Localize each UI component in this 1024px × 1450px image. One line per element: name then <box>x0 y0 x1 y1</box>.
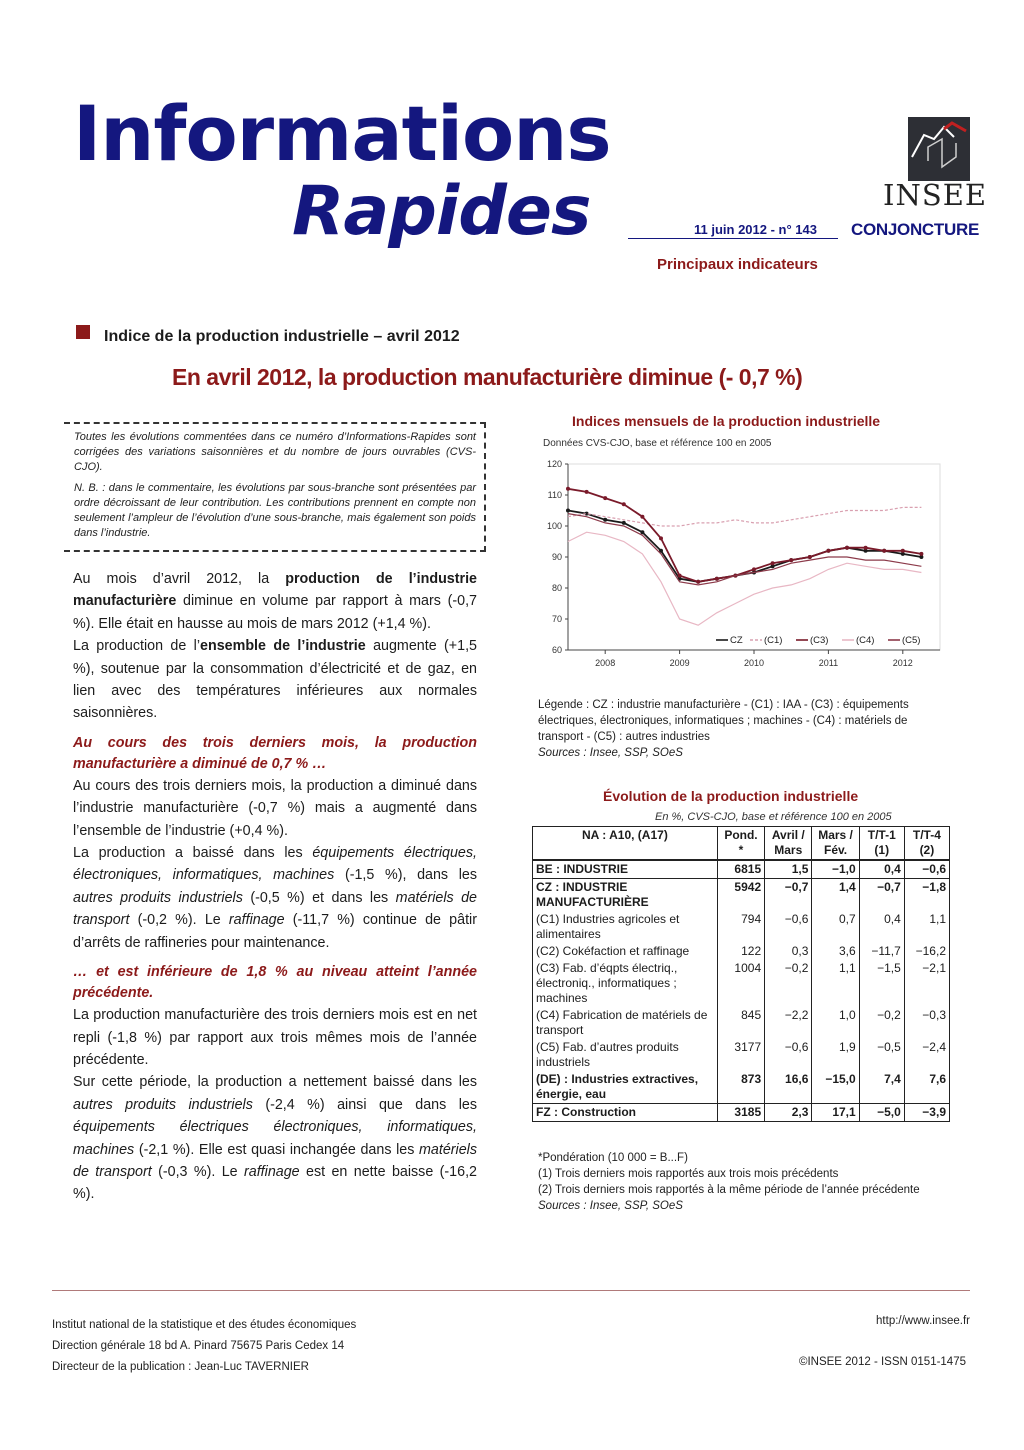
table-title: Évolution de la production industrielle <box>603 788 859 804</box>
y-tick-label: 80 <box>551 583 562 593</box>
chart-subtitle: Données CVS-CJO, base et référence 100 en 2005 <box>543 438 772 449</box>
table-cell: 7,4 <box>859 1071 904 1104</box>
table-cell: −3,9 <box>904 1104 949 1122</box>
table-row <box>533 943 950 960</box>
table-cell: −16,2 <box>904 943 949 960</box>
table-cell: 6815 <box>717 860 764 879</box>
chart-legend-note <box>538 697 948 761</box>
series-point <box>771 561 775 565</box>
series-point <box>640 530 644 534</box>
y-tick-label: 90 <box>551 552 562 562</box>
series-line-cz <box>568 511 921 582</box>
series-point <box>826 549 830 553</box>
table-cell: −1,8 <box>904 879 949 912</box>
table-note: (1) Trois derniers mois rapportés aux trois mois précédents <box>538 1168 839 1180</box>
insee-logo-text: INSEE <box>883 178 988 212</box>
footer-line: Directeur de la publication : Jean-Luc TAVERNIER <box>52 1361 309 1373</box>
series-point <box>808 555 812 559</box>
table-cell: 1,0 <box>812 1007 859 1039</box>
masthead-subtitle: Rapides <box>292 172 591 251</box>
series-point <box>882 549 886 553</box>
table-cell: −0,7 <box>859 879 904 912</box>
footer-copyright: ©INSEE 2012 - ISSN 0151-1475 <box>798 1356 966 1368</box>
note-paragraph: N. B. : dans le commentaire, les évolutions par sous-branche sont présentées par ordre décroissant de leur contribution. Les contributions prennent en compte non seulement l’ampleur de l’évolution d’une sous-branche, mais également son poids dans l’industrie. <box>74 482 476 539</box>
series-point <box>845 546 849 550</box>
table-sources: Sources : Insee, SSP, SOeS <box>538 1200 683 1212</box>
table-cell: 16,6 <box>765 1071 812 1104</box>
footer-line: Institut national de la statistique et des études économiques <box>52 1319 357 1331</box>
series-point <box>585 490 589 494</box>
y-tick-label: 70 <box>551 614 562 624</box>
body-paragraph: La production de l’ensemble de l’industrie augmente (+1,5 %), soutenue par la consommation d’électricité et de gaz, en lien avec des températures inférieures aux normales saisonnières. <box>73 638 477 722</box>
category-label: CONJONCTURE <box>851 220 979 239</box>
table-cell: 2,3 <box>765 1104 812 1122</box>
note-paragraph: Toutes les évolutions commentées dans ce numéro d’Informations-Rapides sont corrigées des variations saisonnières et du nombre de jours ouvrables (CVS-CJO). <box>74 431 476 473</box>
table-cell: (C5) Fab. d’autres produits industriels <box>533 1039 718 1071</box>
table-cell: (C3) Fab. d’éqpts électriq., électroniq., informatiques ; machines <box>533 960 718 1007</box>
table-row <box>533 860 950 879</box>
table-cell: 0,7 <box>812 911 859 943</box>
series-line-c5 <box>568 514 921 585</box>
table-cell: 794 <box>717 911 764 943</box>
subheading: … et est inférieure de 1,8 % au niveau atteint l’année précédente. <box>73 964 477 1002</box>
table-cell: 0,4 <box>859 911 904 943</box>
table-cell: 1,1 <box>904 911 949 943</box>
masthead-title: Informations <box>73 89 611 178</box>
table-cell: 1,1 <box>812 960 859 1007</box>
series-point <box>678 574 682 578</box>
body-paragraph: La production a baissé dans les équipements électriques, électroniques, informatiques, machines (-1,5 %), dans les autres produits industriels (-0,5 %) et dans les matériels de transport (-0,2 %). Le raffinage (-11,7 %) continue de pâtir d’arrêts de raffineries pour maintenance. <box>73 845 478 951</box>
table-cell: 3,6 <box>812 943 859 960</box>
header-rule <box>628 238 838 239</box>
legend-label: CZ <box>730 635 743 646</box>
body-paragraph: La production manufacturière des trois derniers mois est en net repli (-1,8 %) par rapport aux trois mêmes mois de l’année précédente. <box>73 1007 477 1068</box>
table-cell: FZ : Construction <box>533 1104 718 1122</box>
series-point <box>659 536 663 540</box>
table-cell: −0,2 <box>859 1007 904 1039</box>
table-cell: −5,0 <box>859 1104 904 1122</box>
table-row <box>533 879 950 912</box>
table-header-cell: Avril / Mars <box>765 827 812 861</box>
table-cell: −2,1 <box>904 960 949 1007</box>
table-cell: (C4) Fabrication de matériels de transport <box>533 1007 718 1039</box>
table-cell: BE : INDUSTRIE <box>533 860 718 879</box>
y-tick-label: 100 <box>546 521 562 531</box>
table-cell: 1,9 <box>812 1039 859 1071</box>
footer-line: Direction générale 18 bd A. Pinard 75675 Paris Cedex 14 <box>52 1340 345 1352</box>
series-point <box>640 515 644 519</box>
table-header-cell: T/T-1 (1) <box>859 827 904 861</box>
table-row <box>533 1039 950 1071</box>
legend-label: (C4) <box>856 635 875 646</box>
series-point <box>603 518 607 522</box>
chart-title: Indices mensuels de la production industrielle <box>572 413 881 429</box>
table-cell: −1,5 <box>859 960 904 1007</box>
y-tick-label: 120 <box>546 459 562 469</box>
table-cell: 845 <box>717 1007 764 1039</box>
series-line-c3 <box>568 489 921 582</box>
table-cell: 1004 <box>717 960 764 1007</box>
chart-sources: Sources : Insee, SSP, SOeS <box>538 747 683 759</box>
table-cell: 1,5 <box>765 860 812 879</box>
body-column <box>73 568 477 1206</box>
table-cell: 3185 <box>717 1104 764 1122</box>
x-tick-label: 2012 <box>892 658 913 668</box>
body-paragraph: Sur cette période, la production a nettement baissé dans les autres produits industriels (-2,4 %) ainsi que dans les équipements électriques électroniques, informatiques, machines (-2,1 %). Elle est quasi inchangée dans les matériels de transport (-0,3 %). Le raffinage est en nette baisse (-16,2 %). <box>73 1074 478 1203</box>
footer-rule <box>52 1290 970 1291</box>
table-cell: 0,4 <box>859 860 904 879</box>
series-point <box>901 549 905 553</box>
table-cell: (DE) : Industries extractives, énergie, eau <box>533 1071 718 1104</box>
table-cell: 5942 <box>717 879 764 912</box>
chart-legend-text: Légende : CZ : industrie manufacturière - (C1) : IAA - (C3) : équipements électriques, électroniques, informatiques ; machines - (C4) : matériels de transport - (C5) : autres industries <box>538 699 909 743</box>
table-notes <box>538 1150 948 1214</box>
body-paragraph: Au cours des trois derniers mois, la production a diminué dans l’industrie manufacturière (-0,7 %) mais a augmenté dans l’ensemble de l’industrie (+0,4 %). <box>73 777 477 839</box>
table-cell: −0,7 <box>765 879 812 912</box>
table-header-cell: NA : A10, (A17) <box>533 827 718 861</box>
series-point <box>864 546 868 550</box>
plot-area <box>568 464 940 650</box>
section-marker-icon <box>76 325 90 339</box>
table-cell: −0,6 <box>765 911 812 943</box>
series-point <box>789 558 793 562</box>
series-point <box>752 567 756 571</box>
x-tick-label: 2010 <box>743 658 765 668</box>
table-cell: 3177 <box>717 1039 764 1071</box>
section-title: Indice de la production industrielle – avril 2012 <box>104 328 460 345</box>
table-note: (2) Trois derniers mois rapportés à la même période de l’année précédente <box>538 1184 920 1196</box>
production-index-chart <box>530 452 950 677</box>
y-tick-label: 110 <box>547 490 562 500</box>
legend-label: (C3) <box>810 635 829 646</box>
subheading: Au cours des trois derniers mois, la production manufacturière a diminué de 0,7 % … <box>73 734 477 772</box>
issue-date: 11 juin 2012 - n° 143 <box>694 222 817 237</box>
x-tick-label: 2009 <box>669 658 690 668</box>
table-row <box>533 1104 950 1122</box>
methodology-note-box <box>64 422 486 552</box>
table-cell: CZ : INDUSTRIE MANUFACTURIÈRE <box>533 879 718 912</box>
series-line-c4 <box>568 532 921 625</box>
table-header-cell: Mars / Fév. <box>812 827 859 861</box>
table-cell: −0,6 <box>904 860 949 879</box>
table-cell: −0,6 <box>765 1039 812 1071</box>
series-point <box>919 552 923 556</box>
series-point <box>566 487 570 491</box>
table-cell: (C2) Cokéfaction et raffinage <box>533 943 718 960</box>
table-row <box>533 911 950 943</box>
table-cell: −0,3 <box>904 1007 949 1039</box>
footer-address <box>52 1315 356 1378</box>
table-row <box>533 1007 950 1039</box>
table-cell: −2,2 <box>765 1007 812 1039</box>
table-cell: −11,7 <box>859 943 904 960</box>
main-headline: En avril 2012, la production manufacturière diminue (- 0,7 %) <box>172 364 803 390</box>
table-cell: −15,0 <box>812 1071 859 1104</box>
body-paragraph: Au mois d’avril 2012, la production de l’industrie manufacturière diminue en volume par rapport à mars (-0,7 %). Elle était en hausse au mois de mars 2012 (+1,4 %). <box>73 571 478 632</box>
x-tick-label: 2008 <box>595 658 616 668</box>
table-cell: 0,3 <box>765 943 812 960</box>
table-cell: −0,5 <box>859 1039 904 1071</box>
table-cell: 7,6 <box>904 1071 949 1104</box>
table-unit: En %, CVS-CJO, base et référence 100 en 2005 <box>655 811 892 823</box>
series-point <box>622 521 626 525</box>
series-point <box>696 580 700 584</box>
table-row <box>533 960 950 1007</box>
table-row <box>533 1071 950 1104</box>
table-header-cell: Pond. * <box>717 827 764 861</box>
x-tick-label: 2011 <box>818 658 839 668</box>
rubric-label: Principaux indicateurs <box>657 256 818 273</box>
table-cell: −1,0 <box>812 860 859 879</box>
production-table <box>532 826 950 1122</box>
table-header-cell: T/T-4 (2) <box>904 827 949 861</box>
table-note: *Pondération (10 000 = B...F) <box>538 1152 688 1164</box>
table-cell: (C1) Industries agricoles et alimentaires <box>533 911 718 943</box>
series-point <box>622 502 626 506</box>
footer-url-link[interactable]: http://www.insee.fr <box>876 1315 970 1327</box>
table-cell: 873 <box>717 1071 764 1104</box>
table-cell: −2,4 <box>904 1039 949 1071</box>
table-cell: 17,1 <box>812 1104 859 1122</box>
table-cell: 1,4 <box>812 879 859 912</box>
series-point <box>566 509 570 513</box>
insee-logo-icon <box>908 117 970 181</box>
series-point <box>715 577 719 581</box>
legend-label: (C5) <box>902 635 921 646</box>
table-cell: 122 <box>717 943 764 960</box>
y-tick-label: 60 <box>551 645 562 655</box>
series-point <box>603 496 607 500</box>
legend-label: (C1) <box>764 635 783 646</box>
table-cell: −0,2 <box>765 960 812 1007</box>
